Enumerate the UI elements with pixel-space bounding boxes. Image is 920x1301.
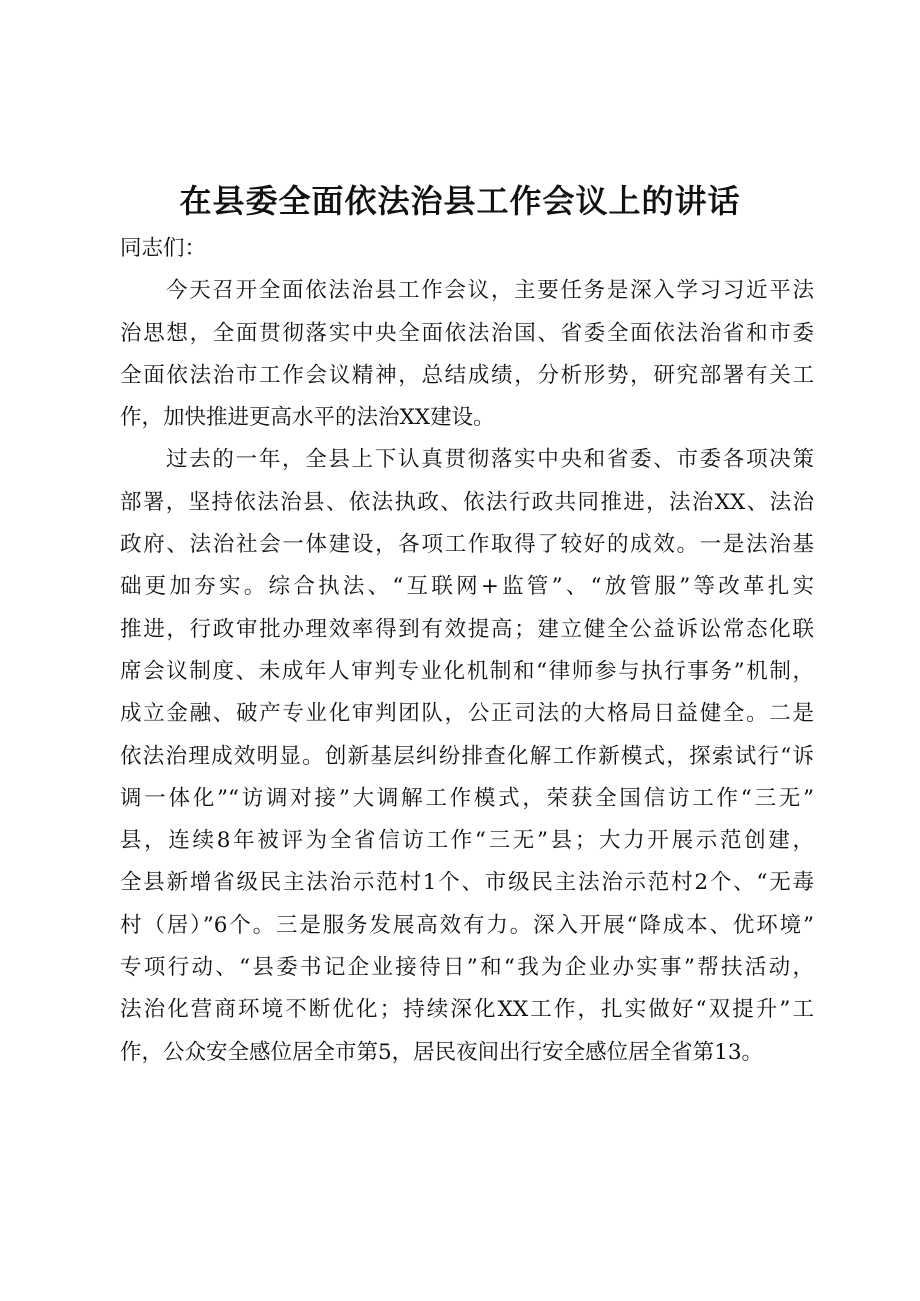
paragraph-line: 村（居）”6个。三是服务发展高效有力。深入开展“降成本、优环境” (120, 912, 814, 938)
paragraph-line: 过去的一年，全县上下认真贯彻落实中央和省委、市委各项决策 (166, 447, 814, 473)
paragraph-line: 全面依法治市工作会议精神，总结成绩，分析形势，研究部署有关工 (120, 362, 814, 388)
paragraph-line: 作，公众安全感位居全市第5，居民夜间出行安全感位居全省第13。 (120, 1039, 764, 1065)
paragraph-line: 依法治理成效明显。创新基层纠纷排查化解工作新模式，探索试行“诉 (120, 743, 814, 769)
paragraph-line: 县，连续8年被评为全省信访工作“三无”县；大力开展示范创建， (120, 828, 814, 854)
paragraph-2 (120, 439, 814, 1073)
paragraph-line: 治思想，全面贯彻落实中央全面依法治国、省委全面依法治省和市委 (120, 320, 814, 346)
paragraph-line: 今天召开全面依法治县工作会议，主要任务是深入学习习近平法 (166, 278, 814, 304)
document-body (120, 228, 814, 1074)
paragraph-line: 础更加夯实。综合执法、“互联网+监管”、“放管服”等改革扎实 (120, 574, 814, 600)
paragraph-line: 成立金融、破产专业化审判团队，公正司法的大格局日益健全。二是 (120, 701, 814, 727)
paragraph-line: 推进，行政审批办理效率得到有效提高；建立健全公益诉讼常态化联 (120, 616, 814, 642)
paragraph-line: 作，加快推进更高水平的法治XX建设。 (120, 405, 495, 431)
paragraph-line: 法治化营商环境不断优化；持续深化XX工作，扎实做好“双提升”工 (120, 997, 814, 1023)
paragraph-line: 调一体化”“访调对接”大调解工作模式，荣获全国信访工作“三无” (120, 785, 814, 811)
salutation: 同志们： (120, 236, 207, 261)
paragraph-line: 政府、法治社会一体建设，各项工作取得了较好的成效。一是法治基 (120, 532, 814, 558)
paragraph-line: 专项行动、“县委书记企业接待日”和“我为企业办实事”帮扶活动， (120, 955, 814, 981)
paragraph-line: 部署，坚持依法治县、依法执政、依法行政共同推进，法治XX、法治 (120, 489, 814, 515)
paragraph-line: 全县新增省级民主法治示范村1个、市级民主法治示范村2个、“无毒 (120, 870, 814, 896)
paragraph-line: 席会议制度、未成年人审判专业化机制和“律师参与执行事务”机制， (120, 658, 814, 684)
paragraph-1 (120, 270, 814, 439)
document-title: 在县委全面依法治县工作会议上的讲话 (179, 182, 741, 220)
